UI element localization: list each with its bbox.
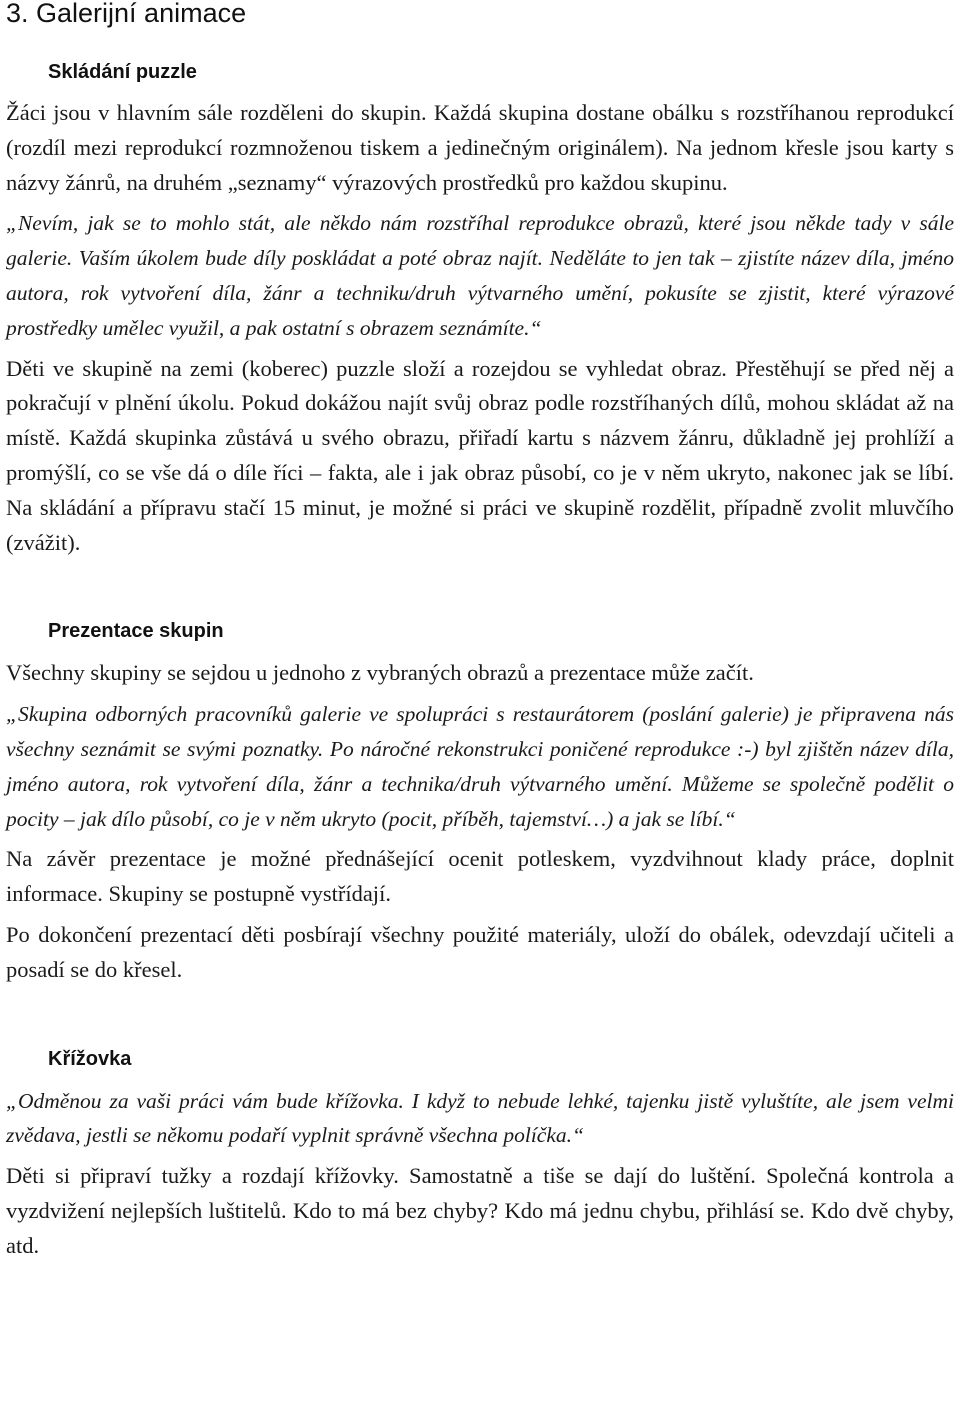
paragraph: Po dokončení prezentací děti posbírají všechny použité materiály, uloží do obálek, odevzdají učiteli a posadí se do křesel.: [6, 921, 954, 982]
document-title: 3. Galerijní animace: [6, 0, 247, 28]
section-prezentace-skupin: [6, 618, 954, 987]
quote-paragraph: „Skupina odborných pracovníků galerie ve spolupráci s restaurátorem (poslání galerie) je připravena nás všechny seznámit se svými poznatky. Po náročné rekonstrukci poničené reprodukce :-) byl zjištěn název díla, jméno autora, rok vytvoření díla, žánr a technika/druh výtvarného umění. Můžeme se společně podělit o pocity – jak dílo působí, co je v něm ukryto (pocit, příběh, tajemství…) a jak se líbí.“: [6, 702, 954, 831]
quote-paragraph: „Nevím, jak se to mohlo stát, ale někdo nám rozstříhal reprodukce obrazů, které jsou někde tady v sále galerie. Vaším úkolem bude díly poskládat a poté obraz najít. Neděláte to jen tak – zjistíte název díla, jméno autora, rok vytvoření díla, žánr a techniku/druh výtvarného umění, pokusíte se zjistit, které výrazové prostředky umělec využil, a pak ostatní s obrazem seznámíte.“: [6, 211, 954, 340]
paragraph: Na závěr prezentace je možné přednášející ocenit potleskem, vyzdvihnout klady práce, doplnit informace. Skupiny se postupně vystřídají.: [6, 846, 954, 907]
section-skladani-puzzle: [6, 59, 954, 560]
quote-paragraph: „Odměnou za vaši práci vám bude křížovka. I když to nebude lehké, tajenku jistě vyluštíte, ale jsem velmi zvědava, jestli se někomu podaří vyplnit správně všechna políčka.“: [6, 1088, 954, 1148]
section-heading: Skládání puzzle: [48, 61, 197, 83]
section-heading: Křížovka: [48, 1047, 132, 1070]
section-heading: Prezentace skupin: [48, 620, 224, 643]
paragraph: Všechny skupiny se sejdou u jednoho z vybraných obrazů a prezentace může začít.: [6, 660, 754, 686]
paragraph: Děti si připraví tužky a rozdají křížovky. Samostatně a tiše se dají do luštění. Společná kontrola a vyzdvižení nejlepších luštitelů. Kdo to má bez chyby? Kdo má jednu chybu, přihlásí se. Kdo dvě chyby, atd.: [6, 1163, 954, 1258]
paragraph: Děti ve skupině na zemi (koberec) puzzle složí a rozejdou se vyhledat obraz. Přestěhují se před něj a pokračují v plnění úkolu. Pokud dokážou najít svůj obraz podle rozstříhaných dílů, mohou skládat až na místě. Každá skupinka zůstává u svého obrazu, přiřadí kartu s názvem žánru, důkladně jej prohlíží a promýšlí, co se vše dá o díle říci – fakta, ale i jak obraz působí, co je v něm ukryto, nakonec jak se líbí. Na skládání a přípravu stačí 15 minut, je možné si práci ve skupině rozdělit, případně zvolit mluvčího (zvážit).: [6, 355, 954, 555]
paragraph: Žáci jsou v hlavním sále rozděleni do skupin. Každá skupina dostane obálku s rozstříhanou reprodukcí (rozdíl mezi reprodukcí rozmnoženou tiskem a jedinečným originálem). Na jednom křesle jsou karty s názvy žánrů, na druhém „seznamy“ výrazových prostředků pro každou skupinu.: [6, 100, 954, 195]
section-krizovka: [6, 1046, 954, 1264]
